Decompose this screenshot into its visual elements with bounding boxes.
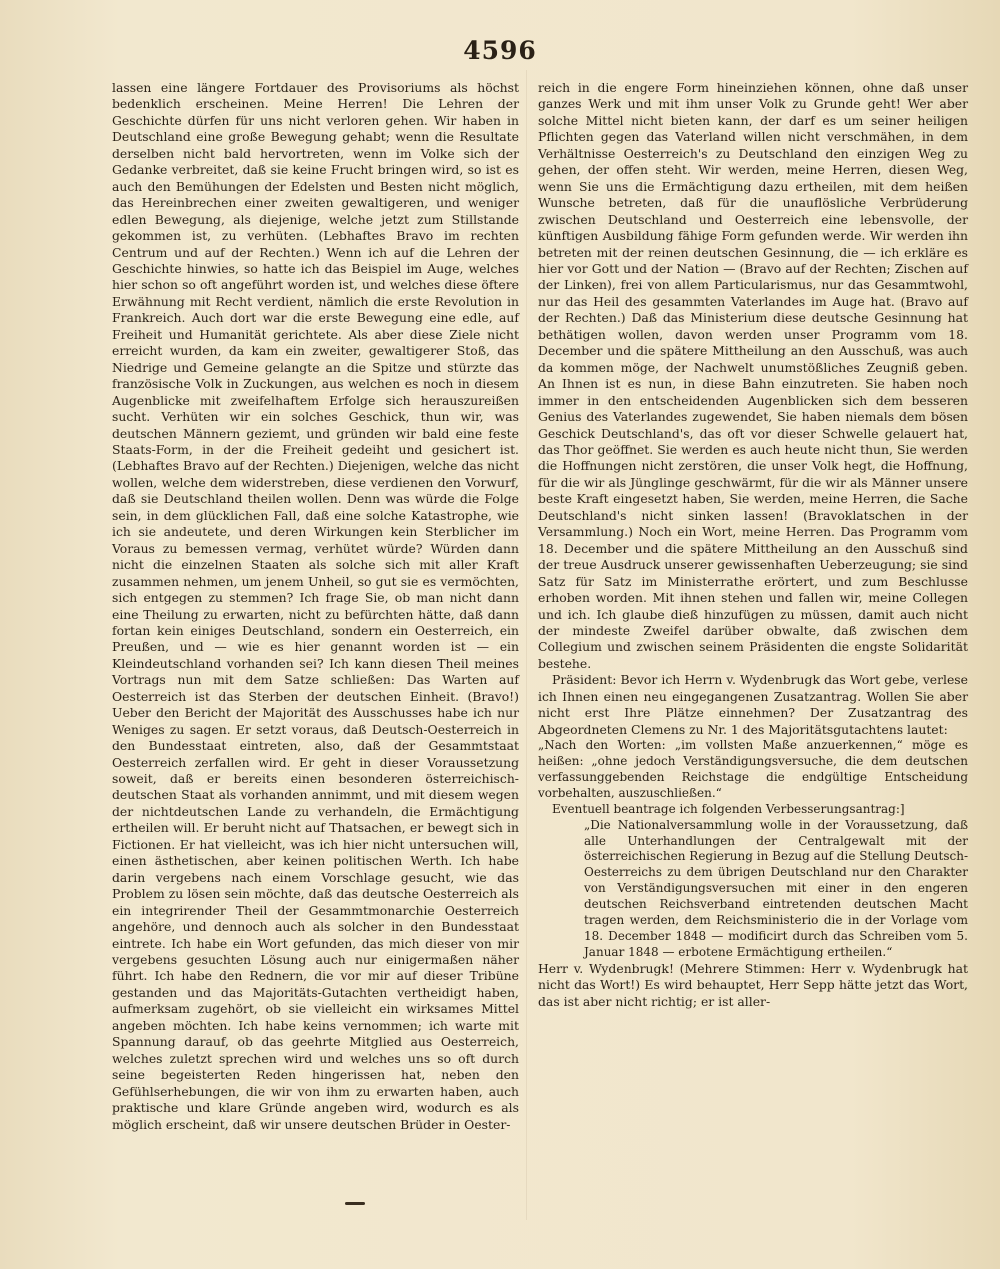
- page-fold: [526, 70, 527, 1220]
- left-paragraph: lassen eine längere Fortdauer des Provisoriums als höchst bedenklich erscheinen. Meine Herren! Die Lehren der Geschichte dürfen für uns nicht verloren gehen. Wir haben in Deutschland eine große Bewegung gehabt; wenn die Resultate derselben nicht bald hervortreten, wenn im Volke sich der Gedanke verbreitet, daß sie keine Frucht bringen wird, so ist es auch den Bemühungen der Edelsten und Besten nicht möglich, das Hereinbrechen einer zweiten gewaltigeren, und weniger edlen Bewegung, als diejenige, welche jetzt zum Stillstande gekommen ist, zu verhüten. (Lebhaftes Bravo im rechten Centrum und auf der Rechten.) Wenn ich auf die Lehren der Geschichte hinwies, so hatte ich das Beispiel im Auge, welches hier schon so oft angeführt worden ist, und welches diese öftere Erwähnung mit Recht verdient, nämlich die erste Revolution in Frankreich. Auch dort war die erste Bewegung eine edle, auf Freiheit und Humanität gerichtete. Als aber diese Ziele nicht erreicht wurden, da kam ein zweiter, gewaltigerer Stoß, das Niedrige und Gemeine gelangte an die Spitze und stürzte das französische Volk in Zuckungen, aus welchen es noch in diesem Augenblicke mit zweifelhaftem Erfolge sich herauszureißen sucht. Verhüten wir ein solches Geschick, thun wir, was deutschen Männern geziemt, und gründen wir bald eine feste Staats-Form, in der die Freiheit gedeiht und gesichert ist. (Lebhaftes Bravo auf der Rechten.) Diejenigen, welche das nicht wollen, welche dem widerstreben, diese verdienen den Vorwurf, daß sie Deutschland theilen wollen. Denn was würde die Folge sein, in dem glücklichen Fall, daß eine solche Katastrophe, wie ich sie andeutete, und deren Wirkungen kein Sterblicher im Voraus zu bemessen vermag, verhütet würde? Würden dann nicht die einzelnen Staaten als solche sich mit aller Kraft zusammen nehmen, um jenem Unheil, so gut sie es vermöchten, sich entgegen zu stemmen? Ich frage Sie, ob man nicht dann eine Theilung zu erwarten, nicht zu befürchten hätte, daß dann fortan kein einiges Deutschland, sondern ein Oesterreich, ein Preußen, und — wie es hier genannt worden ist — ein Kleindeutschland vorhanden sei? Ich kann diesen Theil meines Vortrags nun mit dem Satze schließen: Das Warten auf Oesterreich ist das Sterben der deutschen Einheit. (Bravo!) Ueber den Bericht der Majorität des Ausschusses habe ich nur Weniges zu sagen. Er setzt voraus, daß Deutsch-Oesterreich in den Bundesstaat eintreten, also, daß der Gesammtstaat Oesterreich zerfallen wird. Er geht in dieser Voraussetzung soweit, daß er bereits einen besonderen österreichisch-deutschen Staat als vorhanden annimmt, und mit diesem wegen der nichtdeutschen Lande zu verhandeln, die Ermächtigung ertheilen will. Er beruht nicht auf Thatsachen, er bewegt sich in Fictionen. Er hat vielleicht, was ich hier nicht untersuchen will, einen ästhetischen, aber keinen politischen Werth. Ich habe darin vergebens nach einem Vorschlage gesucht, wie das Problem zu lösen sein möchte, daß das deutsche Oesterreich als ein integrirender Theil der Gesammtmonarchie Oesterreich angehöre, und dennoch auch als solcher in den Bundesstaat eintrete. Ich habe ein Wort gefunden, das mich dieser von mir vergebens gesuchten Lösung auch nur einigermaßen näher führt. Ich habe den Rednern, die vor mir auf dieser Tribüne gestanden und das Majoritäts-Gutachten vertheidigt haben, aufmerksam zugehört, ob sie vielleicht ein wirksames Mittel angeben möchten. Ich habe keins vernommen; ich warte mit Spannung darauf, ob das geehrte Mitglied aus Oesterreich, welches zuletzt sprechen wird und welches uns so oft durch seine begeisterten Reden hingerissen hat, neben den Gefühlserhebungen, die wir von ihm zu erwarten haben, auch praktische und klare Gründe angeben wird, wodurch es als möglich erscheint, daß wir unsere deutschen Brüder in Oester-: [112, 80, 519, 1132]
- eventual-amendment-note: Eventuell beantrage ich folgenden Verbesserungsantrag:]: [552, 801, 905, 816]
- right-paragraph: reich in die engere Form hineinziehen können, ohne daß unser ganzes Werk und mit ihm unser Volk zu Grunde geht! Wer aber solche Mittel nicht bieten kann, der darf es um seiner heiligen Pflichten gegen das Vaterland willen nicht verschmähen, in dem Verhältnisse Oesterreich's zu Deutschland den einzigen Weg zu gehen, der offen steht. Wir werden, meine Herren, diesen Weg, wenn Sie uns die Ermächtigung dazu ertheilen, mit dem heißen Wunsche betreten, daß für die unauflösliche Verbrüderung zwischen Deutschland und Oesterreich eine lebensvolle, der künftigen Ausbildung fähige Form gefunden werde. Wir werden ihn betreten mit der reinen deutschen Gesinnung, die — ich erkläre es hier vor Gott und der Nation — (Bravo auf der Rechten; Zischen auf der Linken), frei von allem Particularismus, nur das Gesammtwohl, nur das Heil des gesammten Vaterlandes im Auge hat. (Bravo auf der Rechten.) Daß das Ministerium diese deutsche Gesinnung hat bethätigen wollen, davon werden unser Programm vom 18. December und die spätere Mittheilung an den Ausschuß, was auch da kommen möge, der Nachwelt unumstößliches Zeugniß geben. An Ihnen ist es nun, in diese Bahn einzutreten. Sie haben noch immer in den entscheidenden Augenblicken sich dem besseren Genius des Vaterlandes zugewendet, Sie haben niemals dem bösen Geschick Deutschland's, das oft vor dieser Schwelle gelauert hat, das Thor geöffnet. Sie werden es auch heute nicht thun, Sie werden die Hoffnungen nicht zerstören, die unser Volk hegt, die Hoffnung, für die wir als Jünglinge geschwärmt, für die wir als Männer unsere beste Kraft eingesetzt haben, Sie werden, meine Herren, die Sache Deutschland's nicht sinken lassen! (Bravoklatschen in der Versammlung.) Noch ein Wort, meine Herren. Das Programm vom 18. December und die spätere Mittheilung an den Ausschuß sind der treue Ausdruck unserer gewissenhaften Ueberzeugung; sie sind Satz für Satz im Ministerrathe erörtert, und zum Beschlusse erhoben worden. Mit ihnen stehen und fallen wir, meine Collegen und ich. Ich glaube dieß hinzufügen zu müssen, damit auch nicht der mindeste Zweifel darüber obwalte, daß zwischen dem Collegium und zwischen seinem Präsidenten die engste Solidarität bestehe.: [538, 80, 968, 671]
- page-number: 4596: [463, 36, 537, 65]
- closing-paragraph: Herr v. Wydenbrugk! (Mehrere Stimmen: Herr v. Wydenbrugk hat nicht das Wort!) Es wird behauptet, Herr Sepp hätte jetzt das Wort, das ist aber nicht richtig; er ist aller-: [538, 960, 968, 1009]
- president-paragraph: Präsident: Bevor ich Herrn v. Wydenbrugk das Wort gebe, verlese ich Ihnen einen neu eingegangenen Zusatzantrag. Wollen Sie aber nicht erst Ihre Plätze einnehmen? Der Zusatzantrag des Abgeordneten Clemens zu Nr. 1 des Majoritätsgutachtens lautet:: [538, 672, 968, 737]
- right-column: [538, 80, 968, 1010]
- left-column: [112, 80, 519, 1133]
- ink-mark: [345, 1202, 365, 1205]
- amendment-text: „Die Nationalversammlung wolle in der Voraussetzung, daß alle Unterhandlungen der Centralgewalt mit der österreichischen Regierung in Bezug auf die Stellung Deutsch-Oesterreichs zu dem übrigen Deutschland nur den Charakter von Verständigungsversuchen mit einer in den engeren deutschen Reichsverband eintretenden deutschen Macht tragen werden, dem Reichsministerio die in der Vorlage vom 18. December 1848 — modificirt durch das Schreiben vom 5. Januar 1848 — erbotene Ermächtigung ertheilen.“: [584, 817, 968, 959]
- amendment-quote: „Nach den Worten: „im vollsten Maße anzuerkennen,“ möge es heißen: „ohne jedoch Verständigungsversuche, die dem deutschen verfassunggebenden Reichstage die endgültige Entscheidung vorbehalten, auszuschließen.“: [538, 738, 968, 800]
